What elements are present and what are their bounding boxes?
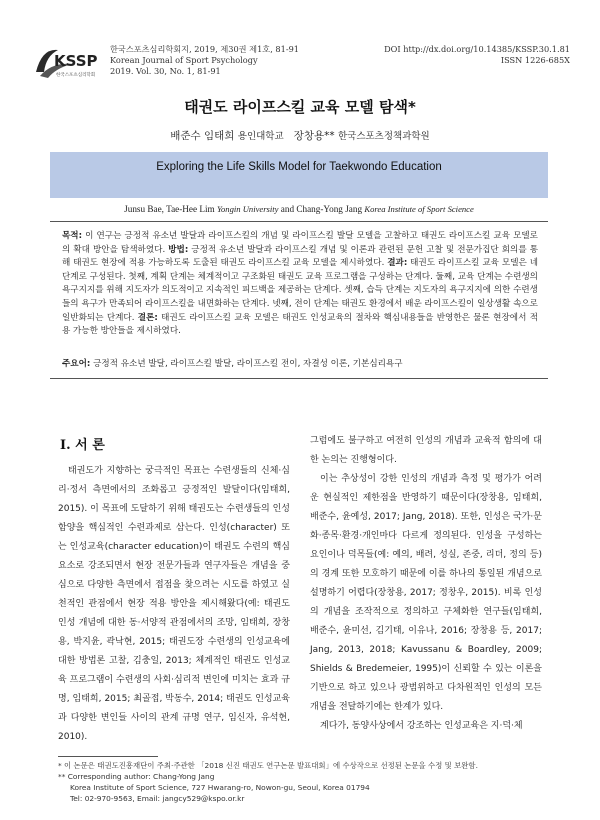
abstract-method: 긍정적 유소년 발달과 라이프스킬 개념 및 이론과 관련된 문헌 고찰 및 전문가집단 회의를 통해 태권도 현장에 적용 가능하도록 도출된 태권도 라이프스킬 교육 모델을 제시하였다. — [62, 244, 538, 269]
keywords-label: 주요어: — [62, 359, 91, 369]
journal-volume: 2019. Vol. 30, No. 1, 81-91 — [110, 66, 221, 76]
keywords — [62, 357, 538, 369]
logo-subtext: 한국스포츠심리학회 — [56, 73, 96, 78]
right-paragraph-1: 그럼에도 불구하고 여전히 인성의 개념과 교육적 함의에 대한 논의는 진행형이다. — [310, 436, 542, 465]
doi-link[interactable]: DOI http://dx.doi.org/10.14385/KSSP.30.1.81 — [384, 44, 570, 54]
abstract-label-purpose: 목적: — [62, 231, 83, 241]
footnote-contact[interactable]: Tel: 02-970-9563, Email: jangcy529@kspo.or.kr — [70, 794, 245, 803]
abstract-conclusion: 태권도 라이프스킬 교육 모델은 태권도 인성교육의 절차와 핵심내용들을 반영한은 물론 현장에서 적용 가능한 방안들을 제시하였다. — [62, 312, 538, 337]
paper-title-ko: 태권도 라이프스킬 교육 모델 탐색* — [184, 98, 416, 116]
english-title-box — [50, 152, 548, 198]
left-column — [58, 462, 290, 747]
right-paragraph-2: 이는 추상성이 강한 인성의 개념과 측정 및 평가가 어려운 현실적인 제한점을 반영하기 때문이다(장창용, 임태희, 배준수, 윤예성, 2017; Jang, 2018). 또한, 인성은 국가·문화·종목·환경·개인마다 다르게 정의된다. 인성을 구성하는 요인이나 덕목들(예: 예의, 배려, 성실, 존중, 리더, 정의 등)의 경계 또한 모호하기 때문에 이를 하나의 통일된 개념으로 설명하기 어렵다(장창용, 2017; 정창우, 2015). 비록 인성의 개념을 조작적으로 정의하고 구체화한 연구들(임태희, 배준수, 윤미선, 김기태, 이유나, 2016; 장창용 등, 2017; Jang, 2013, 2018; Kavussanu & Boardley, 2009; Shields & Bredemeier, 1995)이 신뢰할 수 있는 이론을 기반으로 하고 있으나 광범위하고 다차원적인 인성의 모든 개념을 전달하기에는 한계가 있다. — [310, 474, 542, 712]
author-affiliation-en-2: Korea Institute of Sport Science — [364, 204, 474, 214]
authors-en — [50, 204, 548, 214]
keywords-text: 긍정적 유소년 발달, 라이프스킬 발달, 라이프스킬 전이, 자결성 이론, 기본심리욕구 — [90, 359, 403, 369]
footnotes — [58, 760, 548, 804]
journal-name-ko: 한국스포츠심리학회지, 2019, 제30권 제1호, 81-91 — [110, 44, 300, 54]
logo-text: KSSP — [54, 52, 98, 70]
abstract-label-method: 방법: — [168, 244, 189, 255]
author-names-en-1: Junsu Bae, Tae-Hee Lim — [124, 204, 215, 214]
journal-logo — [32, 42, 102, 86]
paper-title-en: Exploring the Life Skills Model for Taekwondo Education — [156, 161, 442, 173]
abstract-bottom-rule — [50, 378, 548, 379]
author-names-1: 배준수 임태희 — [170, 130, 235, 142]
right-paragraph-3: 계다가, 동양사상에서 강조하는 인성교육은 지·덕·체 — [320, 721, 523, 731]
authors-ko — [0, 128, 600, 143]
abstract — [62, 230, 538, 339]
abstract-top-rule — [50, 221, 548, 222]
right-column — [310, 432, 542, 736]
kssp-logo-icon — [32, 42, 102, 86]
section-heading-introduction: I. 서 론 — [60, 438, 105, 453]
author-names-2: 장창용** — [293, 130, 335, 142]
journal-name-en: Korean Journal of Sport Psychology — [110, 55, 258, 65]
left-paragraph-1: 태권도가 지향하는 궁극적인 목표는 수련생들의 신체·심리·정서 측면에서의 조화롭고 긍정적인 발달이다(임태희, 2015). 이 목표에 도달하기 위해 태권도는 수련생들의 인성함양을 핵심적인 수련과제로 삼는다. 인성(character) 또는 인성교육(character education)이 태권도 수련의 핵심요소로 강조되면서 현장 전문가들과 연구자들은 개념을 중심으로 다양한 측면에서 접점을 찾으려는 시도를 하였고 실천적인 관점에서 현장 적용 방안을 제시해왔다(예: 태권도 인성 개념에 대한 동·서양적 관점에서의 조망, 임태희, 장창용, 박지윤, 곽낙현, 2015; 태권도장 수련생의 인성교육에 대한 방법론 고찰, 김충일, 2013; 체계적인 태권도 인성교육 프로그램이 수련생의 사회·심리적 변인에 미치는 효과 규명, 임태희, 2015; 최골접, 박동수, 2014; 태권도 인성교육과 다양한 변인들 사이의 관계 규명 연구, 임신자, 유석현, 2010). — [58, 466, 290, 742]
author-names-en-2: and Chang-Yong Jang — [280, 204, 363, 214]
author-affiliation-1: 용인대학교 — [237, 131, 284, 142]
author-affiliation-en-1: Yongin University — [216, 204, 279, 214]
issn: ISSN 1226-685X — [500, 55, 570, 65]
doi-info — [384, 44, 570, 66]
footnote-2: ** Corresponding author: Chang-Yong Jang — [58, 772, 215, 781]
footnote-address: Korea Institute of Sport Science, 727 Hwarang-ro, Nowon-gu, Seoul, Korea 01794 — [70, 783, 370, 792]
author-affiliation-2: 한국스포츠정책과학원 — [337, 131, 430, 142]
abstract-label-conclusion: 결론: — [137, 312, 158, 323]
footnote-1: * 이 논문은 태권도진흥재단이 주최·주관한 「2018 신진 태권도 연구논문 발표대회」에 수상작으로 선정된 논문을 수정 및 보완함. — [58, 761, 478, 770]
abstract-label-result: 결과: — [387, 258, 408, 269]
abstract-result: 태권도 라이프스킬 교육 모델은 네 단계로 구성된다. 첫째, 계획 단계는 체계적이고 구조화된 태권도 교육 프로그램을 구성하는 단계다. 둘째, 교육 단계는 수련생의 욕구지지를 위해 지도자가 의도적이고 지속적인 피드백을 제공하는 단계다. 셋째, 습득 단계는 지도자의 욕구지지에 의한 수련생들의 욕구가 만족되어 라이프스킬을 내면화하는 단계다. 넷째, 전이 단계는 태권도 환경에서 배운 라이프스킬이 일상생활 속으로 일반화되는 단계다. — [62, 258, 538, 323]
journal-info — [110, 44, 299, 77]
abstract-purpose: 이 연구는 긍정적 유소년 발달과 라이프스킬의 개념 및 라이프스킬 발달 모델을 고찰하고 태권도 라이프스킬 교육 모델로의 확대 방안을 탐색하였다. — [62, 231, 538, 255]
footnote-rule — [58, 756, 158, 757]
